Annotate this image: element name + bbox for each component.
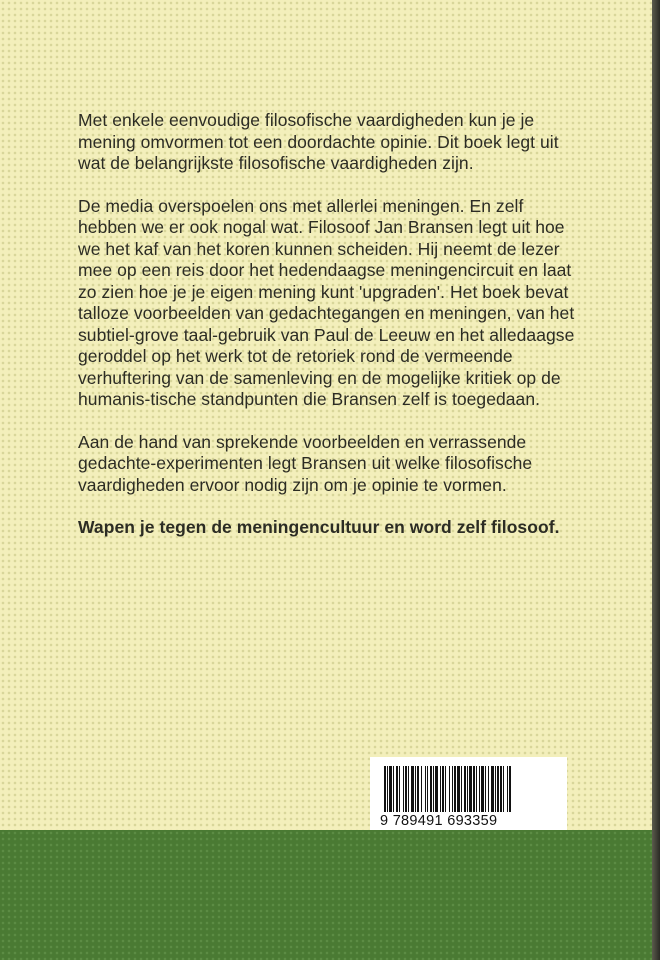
barcode-bar xyxy=(389,766,392,812)
barcode-bar xyxy=(488,766,489,812)
barcode-bar xyxy=(464,766,466,812)
barcode-bar xyxy=(454,766,456,812)
barcode-bar xyxy=(442,766,444,812)
barcode-bar xyxy=(411,766,414,812)
barcode-bar xyxy=(405,766,407,812)
barcode-bar xyxy=(467,766,468,812)
barcode-bar xyxy=(497,766,499,812)
blurb-paragraph-1: Met enkele eenvoudige filosofische vaardigheden kun je je mening omvormen tot een doordachte opinie. Dit boek legt uit wat de belangrijkste filosofische vaardigheden zijn. xyxy=(78,110,559,173)
barcode-bar xyxy=(408,766,409,812)
barcode-bar xyxy=(461,766,462,812)
barcode-bar xyxy=(427,766,428,812)
barcode-bar xyxy=(479,766,480,812)
blurb-paragraph-3: Aan de hand van sprekende voorbeelden en verrassende gedachte-experimenten legt Bransen uit welke filosofische vaardigheden ervoor nodig zijn om je opinie te vormen. xyxy=(78,431,533,495)
book-spine-edge xyxy=(652,0,660,960)
barcode-bar xyxy=(417,766,419,812)
barcode-bar xyxy=(393,766,394,812)
barcode-bar xyxy=(415,766,416,812)
barcode-bar xyxy=(403,766,404,812)
barcode-bar xyxy=(469,766,472,812)
barcode-bar xyxy=(387,766,388,812)
barcode-bar xyxy=(435,766,438,812)
barcode-bar xyxy=(384,766,386,812)
barcode xyxy=(370,757,567,834)
barcode-bar xyxy=(503,766,504,812)
barcode-bar xyxy=(485,766,486,812)
barcode-bar xyxy=(457,766,460,812)
barcode-bar xyxy=(396,766,398,812)
barcode-bar xyxy=(495,766,496,812)
blurb-paragraph-2: De media overspoelen ons met allerlei meningen. En zelf hebben we er ook nogal wat. Filosoof Jan Bransen legt uit hoe we het kaf van het koren kunnen scheiden. Hij neemt de lezer mee op een reis door het hedendaagse meningencircuit en laat zo zien hoe je je eigen mening kunt 'upgraden'. Het boek bevat talloze voorbeelden van gedachtegangen en meningen, van het subtiel-grove taal-gebruik van Paul de Leeuw en het alledaagse geroddel op het werk tot de retoriek rond de vermeende verhuftering van de samenleving en de mogelijke kritiek op de humanis-tische standpunten die Bransen zelf is toegedaan. xyxy=(78,195,575,409)
barcode-bar xyxy=(399,766,400,812)
barcode-bar xyxy=(509,766,511,812)
isbn-number: 9 789491 693359 xyxy=(380,813,498,829)
barcode-bars xyxy=(384,766,556,812)
barcode-bar xyxy=(507,766,508,812)
barcode-bar xyxy=(449,766,450,812)
barcode-bar xyxy=(440,766,441,812)
barcode-bar xyxy=(481,766,484,812)
barcode-bar xyxy=(421,766,422,812)
barcode-bar xyxy=(433,766,434,812)
barcode-bar xyxy=(476,766,477,812)
barcode-bar xyxy=(473,766,475,812)
barcode-bar xyxy=(445,766,446,812)
barcode-bar xyxy=(500,766,502,812)
green-footer-band xyxy=(0,830,652,960)
barcode-bar xyxy=(491,766,494,812)
barcode-bar xyxy=(425,766,426,812)
tagline: Wapen je tegen de meningencultuur en word zelf filosoof. xyxy=(78,517,560,537)
barcode-bar xyxy=(452,766,453,812)
blurb xyxy=(78,110,578,560)
barcode-bar xyxy=(430,766,432,812)
